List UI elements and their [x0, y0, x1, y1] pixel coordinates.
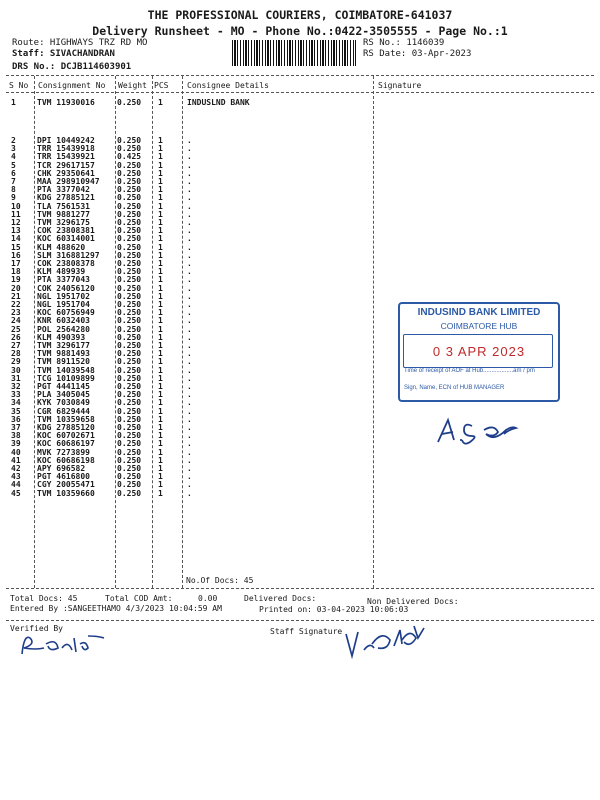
column-divider [34, 76, 35, 588]
row-consignment-no: TCG 10109899 [37, 373, 95, 383]
row-consignee: . [187, 406, 192, 416]
row-sno: 34 [11, 398, 21, 408]
row-pcs: 1 [158, 259, 163, 268]
row-pcs: 1 [158, 431, 163, 441]
row-sno: 21 [11, 291, 21, 301]
row-consignment-no: TVM 10359658 [37, 414, 95, 424]
row-weight: 0.250 [117, 447, 142, 457]
row-consignment-no: TVM 10359660 [37, 488, 95, 498]
row-sno: 39 [11, 439, 21, 449]
row-weight: 0.250 [117, 365, 142, 375]
row-consignment-no: CHK 29350641 [37, 168, 95, 178]
row-consignee: . [187, 439, 192, 449]
row-weight: 0.250 [117, 291, 142, 301]
row-weight: 0.250 [117, 250, 142, 260]
row-pcs: 1 [158, 152, 163, 162]
row-sno: 3 [11, 144, 16, 154]
row-consignee: . [187, 357, 192, 367]
row-consignee: . [187, 160, 192, 170]
row-consignment-no: TVM 3296175 [37, 218, 90, 227]
row-consignee: . [187, 390, 192, 400]
row-sno: 11 [11, 209, 21, 219]
row-consignment-no: PLA 3405045 [37, 390, 90, 400]
row-consignee: . [187, 177, 192, 186]
row-weight: 0.250 [117, 234, 142, 244]
row-consignment-no: TVM 9881277 [37, 209, 90, 219]
row-weight: 0.250 [117, 472, 142, 482]
row-pcs: 1 [158, 406, 163, 416]
row-consignment-no: TRR 15439921 [37, 152, 95, 162]
row-weight: 0.250 [117, 98, 142, 107]
stamp-date: 0 3 APR 2023 [432, 344, 526, 359]
row-consignment-no: KOC 60686198 [37, 455, 95, 465]
row-sno: 1 [11, 98, 16, 107]
row-pcs: 1 [158, 332, 163, 342]
row-sno: 6 [11, 168, 16, 178]
row-weight: 0.250 [117, 423, 142, 432]
runsheet-title: Delivery Runsheet - MO - Phone No.:0422-3505555 - Page No.:1 [92, 24, 508, 38]
column-header-consignment: Consignment No [38, 81, 106, 90]
total-docs: Total Docs: 45 [10, 594, 78, 603]
row-consignment-no: KOC 60314001 [37, 234, 95, 244]
column-header-consignee: Consignee Details [187, 81, 269, 90]
verifier-signature [18, 630, 108, 660]
row-consignee: . [187, 480, 192, 490]
row-sno: 37 [11, 423, 21, 432]
row-pcs: 1 [158, 455, 163, 465]
row-consignee: . [187, 324, 192, 334]
row-pcs: 1 [158, 98, 163, 107]
bank-receipt-stamp [398, 302, 560, 402]
row-consignment-no: KOC 60686197 [37, 439, 95, 449]
row-sno: 8 [11, 185, 16, 195]
row-sno: 20 [11, 283, 21, 293]
row-weight: 0.250 [117, 480, 142, 490]
row-consignee: . [187, 300, 192, 309]
row-consignee: . [187, 423, 192, 432]
row-weight: 0.250 [117, 414, 142, 424]
row-pcs: 1 [158, 234, 163, 244]
row-weight: 0.250 [117, 373, 142, 383]
row-weight: 0.250 [117, 144, 142, 154]
row-consignee: . [187, 250, 192, 260]
row-consignment-no: TVM 8911520 [37, 357, 90, 367]
row-consignee: . [187, 193, 192, 203]
row-weight: 0.250 [117, 283, 142, 293]
row-pcs: 1 [158, 382, 163, 391]
row-pcs: 1 [158, 226, 163, 236]
row-weight: 0.250 [117, 193, 142, 203]
row-consignee: . [187, 144, 192, 154]
row-pcs: 1 [158, 324, 163, 334]
row-pcs: 1 [158, 439, 163, 449]
staff-signature-label: Staff Signature [270, 627, 343, 636]
row-sno: 36 [11, 414, 21, 424]
row-consignment-no: COK 24056120 [37, 283, 95, 293]
row-pcs: 1 [158, 472, 163, 482]
row-sno: 41 [11, 455, 21, 465]
row-consignment-no: COK 23808381 [37, 226, 95, 236]
row-sno: 22 [11, 300, 21, 309]
row-consignment-no: KLM 488620 [37, 242, 86, 252]
row-sno: 32 [11, 382, 21, 391]
row-pcs: 1 [158, 275, 163, 285]
column-divider [182, 76, 183, 588]
row-weight: 0.250 [117, 300, 142, 309]
verified-by-label: Verified By [10, 624, 63, 633]
row-consignee: . [187, 242, 192, 252]
row-consignment-no: TVM 3296177 [37, 341, 90, 350]
row-weight: 0.425 [117, 152, 142, 162]
column-header-signature: Signature [378, 81, 422, 90]
row-weight: 0.250 [117, 242, 142, 252]
row-consignment-no: TVM 11930016 [37, 98, 95, 107]
row-consignment-no: APY 696582 [37, 464, 86, 473]
route-label: Route: HIGHWAYS TRZ RD MO [12, 38, 148, 48]
table-bottom-rule [6, 588, 594, 589]
row-pcs: 1 [158, 488, 163, 498]
row-consignee: . [187, 382, 192, 391]
row-pcs: 1 [158, 136, 163, 145]
column-header-sno: S No [9, 81, 29, 90]
row-pcs: 1 [158, 250, 163, 260]
row-weight: 0.250 [117, 382, 142, 391]
row-sno: 31 [11, 373, 21, 383]
row-pcs: 1 [158, 480, 163, 490]
row-sno: 35 [11, 406, 21, 416]
row-pcs: 1 [158, 423, 163, 432]
row-consignee: . [187, 226, 192, 236]
row-consignee: . [187, 341, 192, 350]
row-consignee: . [187, 447, 192, 457]
row-consignee: . [187, 234, 192, 244]
row-pcs: 1 [158, 193, 163, 203]
row-consignee: . [187, 455, 192, 465]
total-cod-value: 0.00 [198, 594, 218, 603]
row-weight: 0.250 [117, 259, 142, 268]
row-pcs: 1 [158, 160, 163, 170]
row-sno: 15 [11, 242, 21, 252]
row-consignment-no: PTA 3377042 [37, 185, 90, 195]
row-sno: 40 [11, 447, 21, 457]
row-consignee: . [187, 398, 192, 408]
row-consignment-no: NGL 1951704 [37, 300, 90, 309]
row-pcs: 1 [158, 390, 163, 400]
stamp-hub-name: COIMBATORE HUB [440, 321, 518, 331]
row-sno: 44 [11, 480, 21, 490]
row-weight: 0.250 [117, 431, 142, 441]
row-pcs: 1 [158, 308, 163, 318]
row-pcs: 1 [158, 177, 163, 186]
row-sno: 10 [11, 201, 21, 211]
row-consignee: . [187, 472, 192, 482]
column-header-pcs: PCS [154, 81, 169, 90]
row-consignee: . [187, 201, 192, 211]
row-sno: 29 [11, 357, 21, 367]
column-divider [115, 76, 116, 588]
row-sno: 25 [11, 324, 21, 334]
row-consignment-no: TCR 29617157 [37, 160, 95, 170]
row-consignment-no: COK 23808378 [37, 259, 95, 268]
row-consignee: . [187, 464, 192, 473]
row-consignment-no: PGT 4616800 [37, 472, 90, 482]
row-weight: 0.250 [117, 464, 142, 473]
row-consignee: . [187, 283, 192, 293]
row-sno: 26 [11, 332, 21, 342]
recipient-signature [432, 410, 522, 450]
row-weight: 0.250 [117, 439, 142, 449]
row-sno: 23 [11, 308, 21, 318]
row-weight: 0.250 [117, 308, 142, 318]
row-consignment-no: PGT 4441145 [37, 382, 90, 391]
row-pcs: 1 [158, 144, 163, 154]
row-pcs: 1 [158, 168, 163, 178]
row-consignee: . [187, 431, 192, 441]
row-consignment-no: KLM 489939 [37, 267, 86, 277]
row-sno: 28 [11, 349, 21, 359]
stamp-receipt-time: Time of receipt of AOF at Hub..................am / pm [404, 368, 535, 374]
row-weight: 0.250 [117, 406, 142, 416]
row-consignment-no: MAA 298910947 [37, 177, 100, 186]
row-consignment-no: KDG 27885121 [37, 193, 95, 203]
row-consignment-no: TLA 7561531 [37, 201, 90, 211]
row-weight: 0.250 [117, 332, 142, 342]
row-weight: 0.250 [117, 136, 142, 145]
row-consignee: . [187, 308, 192, 318]
column-divider [373, 76, 374, 588]
row-sno: 13 [11, 226, 21, 236]
row-sno: 14 [11, 234, 21, 244]
row-consignment-no: TVM 14039548 [37, 365, 95, 375]
row-consignee: . [187, 185, 192, 195]
row-consignee: . [187, 414, 192, 424]
delivered-docs: Delivered Docs: [244, 594, 317, 603]
row-consignment-no: KLM 490393 [37, 332, 86, 342]
row-sno: 2 [11, 136, 16, 145]
row-consignment-no: TRR 15439918 [37, 144, 95, 154]
row-consignee: . [187, 349, 192, 359]
row-weight: 0.250 [117, 357, 142, 367]
row-consignee: . [187, 259, 192, 268]
row-sno: 30 [11, 365, 21, 375]
column-divider [152, 76, 153, 588]
row-consignee: . [187, 291, 192, 301]
row-consignment-no: POL 2564280 [37, 324, 90, 334]
row-sno: 5 [11, 160, 16, 170]
row-consignee: . [187, 373, 192, 383]
row-pcs: 1 [158, 447, 163, 457]
row-consignment-no: KOC 60702671 [37, 431, 95, 441]
row-consignment-no: KYK 7030849 [37, 398, 90, 408]
row-sno: 18 [11, 267, 21, 277]
row-pcs: 1 [158, 349, 163, 359]
row-pcs: 1 [158, 414, 163, 424]
row-weight: 0.250 [117, 316, 142, 326]
stamp-manager-sign: Sign, Name, ECN of HUB MANAGER [404, 385, 505, 391]
rs-date: RS Date: 03-Apr-2023 [363, 49, 472, 59]
row-pcs: 1 [158, 185, 163, 195]
row-weight: 0.250 [117, 209, 142, 219]
drs-number: DRS No.: DCJB114603901 [12, 62, 132, 72]
row-weight: 0.250 [117, 488, 142, 498]
staff-signature [342, 620, 432, 660]
column-header-rule [6, 92, 594, 93]
row-consignee: INDUSLND BANK [187, 98, 250, 107]
row-weight: 0.250 [117, 390, 142, 400]
footer-rule [6, 620, 594, 621]
row-consignment-no: KOC 60756949 [37, 308, 95, 318]
row-weight: 0.250 [117, 177, 142, 186]
row-pcs: 1 [158, 300, 163, 309]
row-pcs: 1 [158, 365, 163, 375]
row-sno: 17 [11, 259, 21, 268]
row-sno: 45 [11, 488, 21, 498]
row-consignee: . [187, 267, 192, 277]
row-consignment-no: PTA 3377043 [37, 275, 90, 285]
row-weight: 0.250 [117, 398, 142, 408]
row-consignee: . [187, 136, 192, 145]
row-pcs: 1 [158, 267, 163, 277]
row-consignment-no: MVK 7273899 [37, 447, 90, 457]
row-pcs: 1 [158, 218, 163, 227]
row-pcs: 1 [158, 242, 163, 252]
row-weight: 0.250 [117, 275, 142, 285]
column-header-weight: Weight [118, 81, 147, 90]
rs-number: RS No.: 1146039 [363, 38, 445, 48]
row-weight: 0.250 [117, 201, 142, 211]
row-consignment-no: KNR 6032403 [37, 316, 90, 326]
row-weight: 0.250 [117, 341, 142, 350]
row-sno: 4 [11, 152, 16, 162]
row-sno: 19 [11, 275, 21, 285]
row-pcs: 1 [158, 201, 163, 211]
row-pcs: 1 [158, 209, 163, 219]
row-consignee: . [187, 488, 192, 498]
row-sno: 7 [11, 177, 16, 186]
row-pcs: 1 [158, 464, 163, 473]
row-weight: 0.250 [117, 168, 142, 178]
row-consignee: . [187, 332, 192, 342]
row-sno: 12 [11, 218, 21, 227]
row-consignee: . [187, 209, 192, 219]
row-consignment-no: KDG 27885120 [37, 423, 95, 432]
row-weight: 0.250 [117, 226, 142, 236]
row-consignment-no: CGR 6829444 [37, 406, 90, 416]
row-sno: 38 [11, 431, 21, 441]
no-of-docs: No.Of Docs: 45 [186, 576, 254, 585]
row-weight: 0.250 [117, 455, 142, 465]
row-weight: 0.250 [117, 324, 142, 334]
printed-on: Printed on: 03-04-2023 10:06:03 [259, 605, 409, 614]
staff-label: Staff: SIVACHANDRAN [12, 49, 115, 59]
row-pcs: 1 [158, 291, 163, 301]
row-pcs: 1 [158, 341, 163, 350]
row-sno: 33 [11, 390, 21, 400]
row-consignment-no: TVM 9881493 [37, 349, 90, 359]
row-weight: 0.250 [117, 349, 142, 359]
company-title: THE PROFESSIONAL COURIERS, COIMBATORE-641037 [147, 8, 453, 22]
row-consignment-no: NGL 1951702 [37, 291, 90, 301]
row-pcs: 1 [158, 398, 163, 408]
row-pcs: 1 [158, 357, 163, 367]
row-consignment-no: SLM 316881297 [37, 250, 100, 260]
row-sno: 43 [11, 472, 21, 482]
barcode-image [232, 40, 356, 66]
row-sno: 16 [11, 250, 21, 260]
row-pcs: 1 [158, 316, 163, 326]
row-weight: 0.250 [117, 185, 142, 195]
row-consignment-no: CGY 20055471 [37, 480, 95, 490]
row-consignee: . [187, 316, 192, 326]
row-weight: 0.250 [117, 160, 142, 170]
row-pcs: 1 [158, 373, 163, 383]
row-sno: 42 [11, 464, 21, 473]
entered-by: Entered By :SANGEETHAMO 4/3/2023 10:04:59 AM [10, 604, 222, 613]
row-sno: 24 [11, 316, 21, 326]
row-consignee: . [187, 218, 192, 227]
row-pcs: 1 [158, 283, 163, 293]
row-consignee: . [187, 152, 192, 162]
row-sno: 27 [11, 341, 21, 350]
row-consignee: . [187, 275, 192, 285]
row-weight: 0.250 [117, 218, 142, 227]
row-sno: 9 [11, 193, 16, 203]
row-weight: 0.250 [117, 267, 142, 277]
row-consignment-no: DPI 10449242 [37, 136, 95, 145]
header-rule [6, 75, 594, 76]
total-cod-label: Total COD Amt: [105, 594, 173, 603]
stamp-bank-name: INDUSIND BANK LIMITED [417, 307, 541, 318]
non-delivered-docs: Non Delivered Docs: [367, 597, 459, 606]
row-consignee: . [187, 168, 192, 178]
row-consignee: . [187, 365, 192, 375]
